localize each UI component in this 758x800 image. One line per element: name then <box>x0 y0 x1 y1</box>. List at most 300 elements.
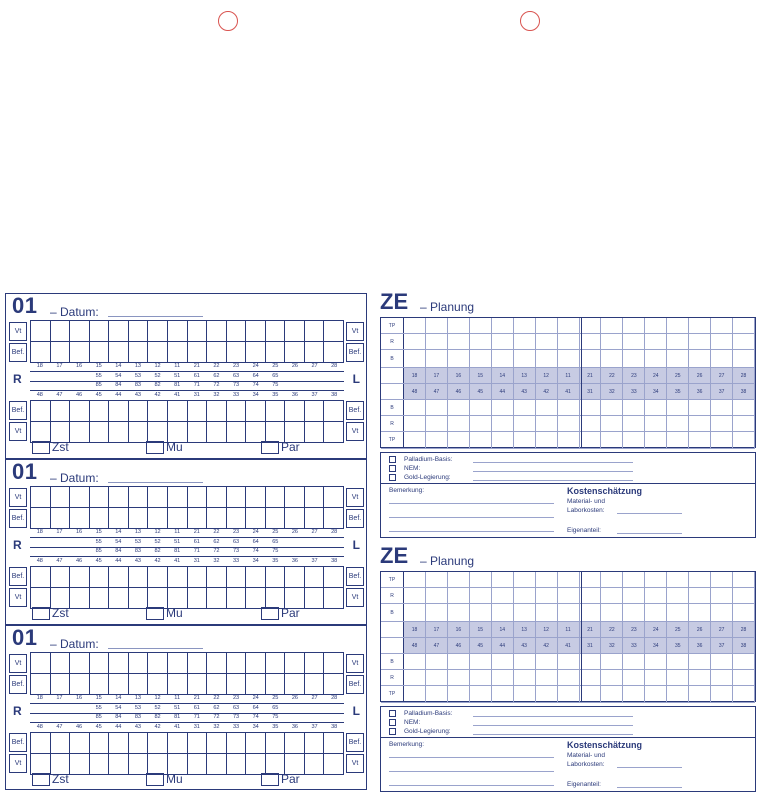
ze-tooth-cell[interactable] <box>448 654 470 669</box>
tooth-cell[interactable] <box>305 588 325 609</box>
tooth-cell[interactable] <box>168 653 188 674</box>
ze-tooth-grid[interactable] <box>380 317 756 448</box>
ze-tooth-cell[interactable]: 42 <box>536 384 558 399</box>
checkbox-box[interactable] <box>261 607 279 620</box>
tooth-cell[interactable] <box>109 733 129 754</box>
option-checkbox[interactable] <box>389 728 396 735</box>
ze-tooth-cell[interactable]: 41 <box>558 384 580 399</box>
ze-tooth-cell[interactable] <box>733 432 755 448</box>
ze-tooth-cell[interactable] <box>470 318 492 333</box>
tooth-cell[interactable] <box>227 588 247 609</box>
tooth-cell[interactable] <box>148 567 168 588</box>
tooth-cell[interactable] <box>51 321 71 342</box>
ze-tooth-cell[interactable] <box>514 432 536 448</box>
ze-tooth-cell[interactable]: 27 <box>711 368 733 383</box>
ze-tooth-cell[interactable] <box>711 604 733 621</box>
tooth-cell[interactable] <box>266 401 286 422</box>
labor-line[interactable] <box>617 767 682 768</box>
ze-tooth-cell[interactable] <box>689 572 711 587</box>
ze-tooth-cell[interactable]: 14 <box>492 368 514 383</box>
tooth-cell[interactable] <box>324 567 344 588</box>
ze-tooth-cell[interactable] <box>580 432 602 448</box>
ze-tooth-cell[interactable] <box>448 686 470 702</box>
ze-tooth-cell[interactable] <box>404 572 426 587</box>
ze-tooth-cell[interactable] <box>667 350 689 367</box>
tooth-cell[interactable] <box>188 508 208 529</box>
ze-tooth-cell[interactable] <box>667 670 689 685</box>
checkbox-box[interactable] <box>146 441 164 454</box>
tooth-cell[interactable] <box>207 653 227 674</box>
tooth-cell[interactable] <box>227 342 247 363</box>
ze-tooth-cell[interactable] <box>601 400 623 415</box>
tooth-cell[interactable] <box>168 733 188 754</box>
ze-tooth-cell[interactable] <box>689 432 711 448</box>
lower-tooth-grid[interactable] <box>30 732 344 775</box>
tooth-cell[interactable] <box>246 674 266 695</box>
datum-field[interactable] <box>108 482 203 483</box>
ze-tooth-cell[interactable] <box>645 432 667 448</box>
ze-tooth-cell[interactable] <box>580 400 602 415</box>
ze-tooth-cell[interactable] <box>558 432 580 448</box>
ze-tooth-cell[interactable]: 36 <box>689 638 711 653</box>
tooth-cell[interactable] <box>168 342 188 363</box>
tooth-cell[interactable] <box>31 508 51 529</box>
ze-tooth-cell[interactable] <box>426 334 448 349</box>
ze-tooth-cell[interactable] <box>558 686 580 702</box>
ze-tooth-cell[interactable] <box>470 334 492 349</box>
tooth-cell[interactable] <box>188 733 208 754</box>
tooth-cell[interactable] <box>305 401 325 422</box>
tooth-cell[interactable] <box>109 674 129 695</box>
ze-tooth-cell[interactable] <box>514 318 536 333</box>
ze-tooth-cell[interactable] <box>623 432 645 448</box>
tooth-cell[interactable] <box>305 674 325 695</box>
tooth-cell[interactable] <box>324 487 344 508</box>
tooth-cell[interactable] <box>31 321 51 342</box>
ze-tooth-cell[interactable]: 44 <box>492 384 514 399</box>
tooth-cell[interactable] <box>90 588 110 609</box>
ze-tooth-cell[interactable] <box>426 400 448 415</box>
tooth-cell[interactable] <box>188 422 208 443</box>
ze-tooth-cell[interactable] <box>601 604 623 621</box>
ze-tooth-cell[interactable] <box>733 654 755 669</box>
datum-field[interactable] <box>108 648 203 649</box>
ze-tooth-cell[interactable] <box>492 416 514 431</box>
option-line[interactable] <box>473 734 633 735</box>
tooth-cell[interactable] <box>168 674 188 695</box>
tooth-cell[interactable] <box>227 754 247 775</box>
tooth-cell[interactable] <box>90 342 110 363</box>
ze-tooth-cell[interactable] <box>623 400 645 415</box>
checkbox-par[interactable] <box>261 440 300 454</box>
tooth-cell[interactable] <box>168 321 188 342</box>
tooth-cell[interactable] <box>188 588 208 609</box>
ze-tooth-cell[interactable] <box>404 334 426 349</box>
tooth-cell[interactable] <box>70 588 90 609</box>
tooth-cell[interactable] <box>227 653 247 674</box>
ze-tooth-cell[interactable]: 41 <box>558 638 580 653</box>
ze-tooth-cell[interactable] <box>492 654 514 669</box>
ze-tooth-cell[interactable] <box>470 604 492 621</box>
checkbox-box[interactable] <box>146 773 164 786</box>
tooth-cell[interactable] <box>168 567 188 588</box>
tooth-cell[interactable] <box>246 508 266 529</box>
option-line[interactable] <box>473 480 633 481</box>
tooth-cell[interactable] <box>31 342 51 363</box>
tooth-cell[interactable] <box>305 422 325 443</box>
ze-tooth-cell[interactable] <box>470 686 492 702</box>
tooth-cell[interactable] <box>305 508 325 529</box>
ze-tooth-cell[interactable] <box>580 654 602 669</box>
ze-tooth-cell[interactable] <box>426 318 448 333</box>
ze-tooth-cell[interactable]: 17 <box>426 622 448 637</box>
tooth-cell[interactable] <box>285 321 305 342</box>
tooth-cell[interactable] <box>51 487 71 508</box>
ze-tooth-cell[interactable] <box>601 654 623 669</box>
ze-tooth-cell[interactable] <box>536 400 558 415</box>
ze-tooth-cell[interactable] <box>470 588 492 603</box>
ze-tooth-cell[interactable]: 15 <box>470 368 492 383</box>
tooth-cell[interactable] <box>324 401 344 422</box>
ze-tooth-cell[interactable]: 32 <box>601 638 623 653</box>
ze-tooth-cell[interactable] <box>601 334 623 349</box>
alloy-option[interactable] <box>389 710 452 717</box>
ze-tooth-cell[interactable]: 17 <box>426 368 448 383</box>
ze-tooth-cell[interactable]: 36 <box>689 384 711 399</box>
tooth-cell[interactable] <box>227 401 247 422</box>
ze-tooth-cell[interactable] <box>426 654 448 669</box>
ze-tooth-cell[interactable] <box>448 572 470 587</box>
ze-tooth-cell[interactable]: 23 <box>623 368 645 383</box>
tooth-cell[interactable] <box>324 733 344 754</box>
option-line[interactable] <box>473 462 633 463</box>
ze-tooth-cell[interactable] <box>558 588 580 603</box>
ze-tooth-cell[interactable]: 34 <box>645 638 667 653</box>
bemerkung-line[interactable] <box>389 785 554 786</box>
option-line[interactable] <box>473 725 633 726</box>
bemerkung-line[interactable] <box>389 531 554 532</box>
tooth-cell[interactable] <box>207 508 227 529</box>
tooth-cell[interactable] <box>90 733 110 754</box>
ze-tooth-cell[interactable]: 18 <box>404 622 426 637</box>
ze-tooth-cell[interactable]: 42 <box>536 638 558 653</box>
ze-tooth-cell[interactable]: 31 <box>580 384 602 399</box>
tooth-cell[interactable] <box>70 653 90 674</box>
ze-tooth-cell[interactable] <box>514 604 536 621</box>
ze-tooth-cell[interactable] <box>645 572 667 587</box>
ze-tooth-cell[interactable] <box>536 572 558 587</box>
ze-tooth-cell[interactable] <box>623 588 645 603</box>
tooth-cell[interactable] <box>227 567 247 588</box>
tooth-cell[interactable] <box>285 733 305 754</box>
tooth-cell[interactable] <box>51 567 71 588</box>
ze-tooth-cell[interactable] <box>733 604 755 621</box>
ze-tooth-cell[interactable] <box>470 670 492 685</box>
eigenanteil-line[interactable] <box>617 533 682 534</box>
tooth-cell[interactable] <box>324 588 344 609</box>
ze-tooth-cell[interactable] <box>623 686 645 702</box>
tooth-cell[interactable] <box>246 733 266 754</box>
ze-tooth-cell[interactable] <box>733 670 755 685</box>
tooth-cell[interactable] <box>148 487 168 508</box>
ze-tooth-cell[interactable] <box>404 416 426 431</box>
tooth-cell[interactable] <box>305 321 325 342</box>
tooth-cell[interactable] <box>70 674 90 695</box>
checkbox-mu[interactable] <box>146 606 183 620</box>
ze-tooth-cell[interactable] <box>492 670 514 685</box>
ze-tooth-cell[interactable] <box>536 350 558 367</box>
alloy-option[interactable] <box>389 456 452 463</box>
tooth-cell[interactable] <box>305 733 325 754</box>
ze-tooth-cell[interactable] <box>580 416 602 431</box>
ze-tooth-cell[interactable]: 38 <box>733 638 755 653</box>
option-checkbox[interactable] <box>389 465 396 472</box>
ze-tooth-cell[interactable]: 15 <box>470 622 492 637</box>
ze-tooth-cell[interactable]: 24 <box>645 622 667 637</box>
ze-tooth-cell[interactable] <box>601 588 623 603</box>
ze-tooth-cell[interactable] <box>470 350 492 367</box>
tooth-cell[interactable] <box>207 401 227 422</box>
tooth-cell[interactable] <box>324 653 344 674</box>
tooth-cell[interactable] <box>70 487 90 508</box>
ze-tooth-cell[interactable] <box>426 604 448 621</box>
option-checkbox[interactable] <box>389 719 396 726</box>
ze-tooth-cell[interactable] <box>667 334 689 349</box>
ze-tooth-cell[interactable] <box>645 416 667 431</box>
tooth-cell[interactable] <box>31 487 51 508</box>
tooth-cell[interactable] <box>246 342 266 363</box>
ze-tooth-cell[interactable] <box>601 432 623 448</box>
tooth-cell[interactable] <box>207 487 227 508</box>
tooth-cell[interactable] <box>109 567 129 588</box>
ze-tooth-cell[interactable]: 31 <box>580 638 602 653</box>
ze-tooth-cell[interactable]: 35 <box>667 638 689 653</box>
tooth-cell[interactable] <box>188 674 208 695</box>
ze-tooth-cell[interactable] <box>536 416 558 431</box>
tooth-cell[interactable] <box>246 487 266 508</box>
tooth-cell[interactable] <box>148 401 168 422</box>
ze-tooth-cell[interactable] <box>601 572 623 587</box>
tooth-cell[interactable] <box>227 487 247 508</box>
ze-tooth-cell[interactable] <box>470 400 492 415</box>
ze-tooth-cell[interactable]: 25 <box>667 368 689 383</box>
ze-tooth-cell[interactable] <box>623 572 645 587</box>
ze-tooth-cell[interactable] <box>404 350 426 367</box>
ze-tooth-cell[interactable] <box>711 654 733 669</box>
ze-tooth-cell[interactable] <box>667 416 689 431</box>
ze-tooth-cell[interactable]: 37 <box>711 384 733 399</box>
ze-tooth-cell[interactable] <box>426 572 448 587</box>
ze-tooth-cell[interactable] <box>492 350 514 367</box>
ze-tooth-cell[interactable]: 12 <box>536 622 558 637</box>
tooth-cell[interactable] <box>285 674 305 695</box>
alloy-option[interactable] <box>389 719 420 726</box>
ze-tooth-cell[interactable] <box>448 588 470 603</box>
ze-tooth-cell[interactable] <box>558 318 580 333</box>
tooth-cell[interactable] <box>324 508 344 529</box>
tooth-cell[interactable] <box>266 733 286 754</box>
ze-tooth-cell[interactable] <box>689 334 711 349</box>
bemerkung-line[interactable] <box>389 757 554 758</box>
tooth-cell[interactable] <box>31 401 51 422</box>
tooth-cell[interactable] <box>324 754 344 775</box>
ze-tooth-cell[interactable] <box>448 334 470 349</box>
tooth-cell[interactable] <box>266 487 286 508</box>
tooth-cell[interactable] <box>148 733 168 754</box>
ze-tooth-cell[interactable] <box>536 432 558 448</box>
tooth-cell[interactable] <box>207 754 227 775</box>
ze-tooth-cell[interactable]: 45 <box>470 384 492 399</box>
tooth-cell[interactable] <box>51 674 71 695</box>
tooth-cell[interactable] <box>324 342 344 363</box>
ze-tooth-cell[interactable]: 28 <box>733 622 755 637</box>
ze-tooth-cell[interactable] <box>623 334 645 349</box>
tooth-cell[interactable] <box>305 754 325 775</box>
ze-tooth-cell[interactable] <box>404 318 426 333</box>
tooth-cell[interactable] <box>70 567 90 588</box>
ze-tooth-cell[interactable] <box>470 416 492 431</box>
ze-tooth-cell[interactable] <box>601 350 623 367</box>
tooth-cell[interactable] <box>109 401 129 422</box>
tooth-cell[interactable] <box>207 567 227 588</box>
ze-tooth-cell[interactable] <box>667 572 689 587</box>
ze-tooth-cell[interactable] <box>514 588 536 603</box>
tooth-cell[interactable] <box>90 653 110 674</box>
ze-tooth-cell[interactable] <box>536 334 558 349</box>
ze-tooth-cell[interactable] <box>623 416 645 431</box>
ze-tooth-cell[interactable] <box>645 654 667 669</box>
tooth-cell[interactable] <box>207 422 227 443</box>
tooth-cell[interactable] <box>324 422 344 443</box>
ze-tooth-cell[interactable]: 48 <box>404 638 426 653</box>
ze-tooth-cell[interactable] <box>645 604 667 621</box>
ze-tooth-cell[interactable] <box>404 670 426 685</box>
ze-tooth-cell[interactable] <box>667 686 689 702</box>
tooth-cell[interactable] <box>305 567 325 588</box>
alloy-option[interactable] <box>389 474 451 481</box>
ze-tooth-cell[interactable] <box>645 686 667 702</box>
ze-tooth-cell[interactable] <box>426 416 448 431</box>
ze-tooth-cell[interactable] <box>667 654 689 669</box>
ze-tooth-cell[interactable] <box>448 400 470 415</box>
ze-tooth-cell[interactable] <box>733 588 755 603</box>
tooth-cell[interactable] <box>188 487 208 508</box>
option-checkbox[interactable] <box>389 456 396 463</box>
tooth-cell[interactable] <box>305 487 325 508</box>
tooth-cell[interactable] <box>188 321 208 342</box>
ze-tooth-cell[interactable]: 48 <box>404 384 426 399</box>
ze-tooth-cell[interactable]: 32 <box>601 384 623 399</box>
tooth-cell[interactable] <box>246 401 266 422</box>
ze-tooth-cell[interactable] <box>711 686 733 702</box>
ze-tooth-cell[interactable] <box>426 588 448 603</box>
ze-tooth-cell[interactable] <box>536 686 558 702</box>
tooth-cell[interactable] <box>109 422 129 443</box>
ze-tooth-cell[interactable] <box>645 318 667 333</box>
checkbox-zst[interactable] <box>32 772 69 786</box>
tooth-cell[interactable] <box>129 321 149 342</box>
ze-tooth-grid[interactable] <box>380 571 756 702</box>
ze-tooth-cell[interactable]: 28 <box>733 368 755 383</box>
tooth-cell[interactable] <box>324 321 344 342</box>
tooth-cell[interactable] <box>90 321 110 342</box>
ze-tooth-cell[interactable]: 26 <box>689 622 711 637</box>
ze-tooth-cell[interactable] <box>536 654 558 669</box>
tooth-cell[interactable] <box>109 342 129 363</box>
ze-tooth-cell[interactable] <box>514 350 536 367</box>
ze-tooth-cell[interactable] <box>711 318 733 333</box>
ze-tooth-cell[interactable] <box>448 432 470 448</box>
ze-tooth-cell[interactable] <box>689 588 711 603</box>
ze-tooth-cell[interactable] <box>492 572 514 587</box>
tooth-cell[interactable] <box>227 321 247 342</box>
ze-tooth-cell[interactable] <box>514 400 536 415</box>
ze-tooth-cell[interactable]: 26 <box>689 368 711 383</box>
ze-tooth-cell[interactable] <box>711 350 733 367</box>
ze-tooth-cell[interactable] <box>580 588 602 603</box>
ze-tooth-cell[interactable] <box>514 686 536 702</box>
tooth-cell[interactable] <box>51 401 71 422</box>
ze-tooth-cell[interactable] <box>404 400 426 415</box>
tooth-cell[interactable] <box>70 733 90 754</box>
ze-tooth-cell[interactable] <box>492 686 514 702</box>
tooth-cell[interactable] <box>70 401 90 422</box>
ze-tooth-cell[interactable] <box>514 334 536 349</box>
ze-tooth-cell[interactable] <box>667 604 689 621</box>
ze-tooth-cell[interactable]: 25 <box>667 622 689 637</box>
ze-tooth-cell[interactable] <box>404 654 426 669</box>
option-line[interactable] <box>473 471 633 472</box>
tooth-cell[interactable] <box>129 508 149 529</box>
tooth-cell[interactable] <box>129 733 149 754</box>
tooth-cell[interactable] <box>51 508 71 529</box>
tooth-cell[interactable] <box>90 401 110 422</box>
ze-tooth-cell[interactable]: 34 <box>645 384 667 399</box>
ze-tooth-cell[interactable] <box>426 670 448 685</box>
tooth-cell[interactable] <box>109 588 129 609</box>
ze-tooth-cell[interactable] <box>733 318 755 333</box>
tooth-cell[interactable] <box>90 567 110 588</box>
tooth-cell[interactable] <box>51 342 71 363</box>
ze-tooth-cell[interactable]: 21 <box>580 368 602 383</box>
tooth-cell[interactable] <box>90 487 110 508</box>
tooth-cell[interactable] <box>129 567 149 588</box>
ze-tooth-cell[interactable]: 27 <box>711 622 733 637</box>
ze-tooth-cell[interactable]: 22 <box>601 368 623 383</box>
ze-tooth-cell[interactable] <box>689 416 711 431</box>
ze-tooth-cell[interactable] <box>733 400 755 415</box>
ze-tooth-cell[interactable]: 18 <box>404 368 426 383</box>
tooth-cell[interactable] <box>31 674 51 695</box>
ze-tooth-cell[interactable]: 11 <box>558 368 580 383</box>
tooth-cell[interactable] <box>90 754 110 775</box>
option-checkbox[interactable] <box>389 710 396 717</box>
ze-tooth-cell[interactable] <box>601 318 623 333</box>
tooth-cell[interactable] <box>129 401 149 422</box>
tooth-cell[interactable] <box>168 487 188 508</box>
tooth-cell[interactable] <box>266 508 286 529</box>
lower-tooth-grid[interactable] <box>30 400 344 443</box>
tooth-cell[interactable] <box>129 487 149 508</box>
ze-tooth-cell[interactable] <box>623 670 645 685</box>
ze-tooth-cell[interactable] <box>689 686 711 702</box>
ze-tooth-cell[interactable] <box>558 416 580 431</box>
ze-tooth-cell[interactable] <box>558 334 580 349</box>
ze-tooth-cell[interactable] <box>711 432 733 448</box>
checkbox-par[interactable] <box>261 772 300 786</box>
ze-tooth-cell[interactable] <box>514 670 536 685</box>
ze-tooth-cell[interactable] <box>536 670 558 685</box>
